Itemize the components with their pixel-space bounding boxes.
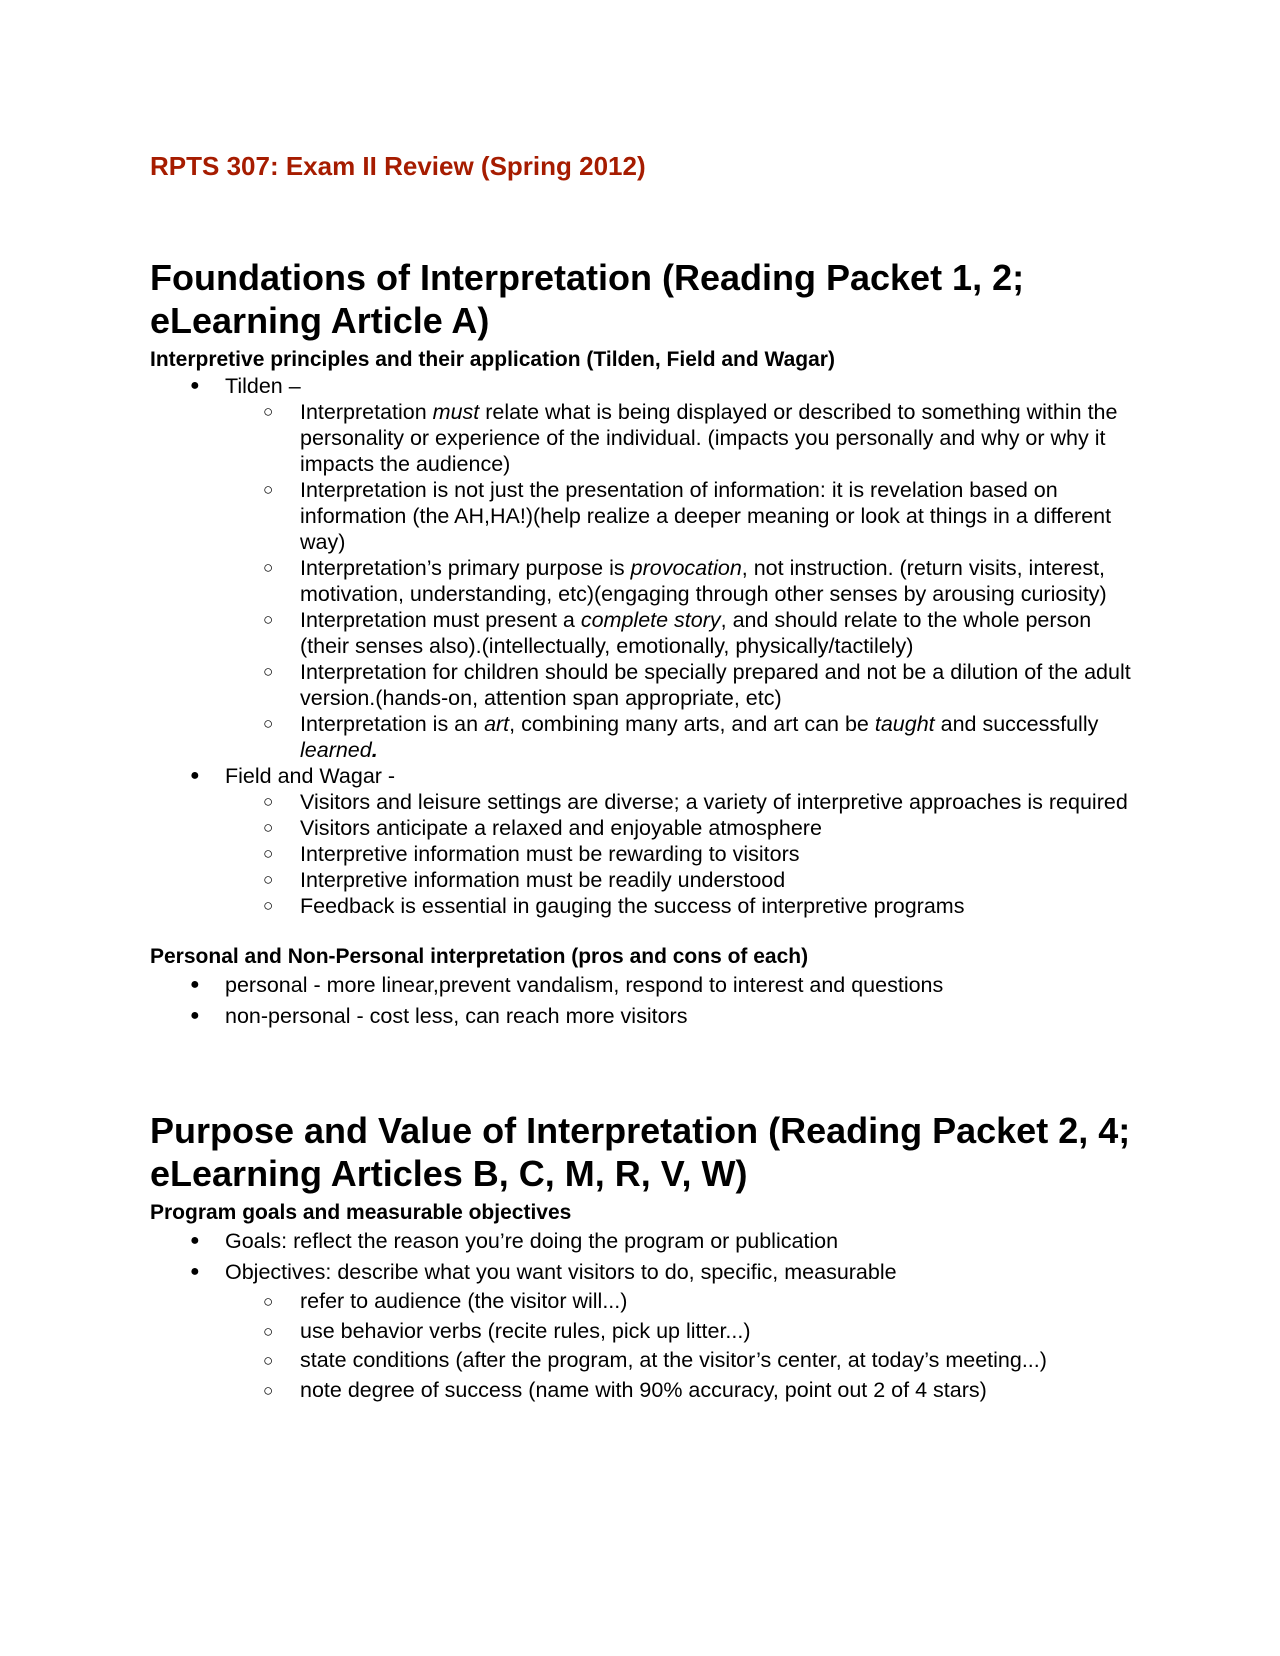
circle-bullet-icon: ○ xyxy=(263,662,274,681)
bullet-icon: ● xyxy=(190,976,200,993)
circle-bullet-icon: ○ xyxy=(263,896,274,915)
item-text: use behavior verbs (recite rules, pick up litter...) xyxy=(300,1318,751,1343)
list-item xyxy=(225,1376,1140,1406)
document-page xyxy=(150,150,1140,1405)
section-heading-foundations: Foundations of Interpretation (Reading Packet 1, 2; eLearning Article A) xyxy=(150,257,1025,341)
field-wagar-label: Field and Wagar - xyxy=(225,764,396,788)
list-item xyxy=(225,399,1140,477)
principle-text: Interpretation’s primary purpose is xyxy=(300,556,631,580)
circle-bullet-icon: ○ xyxy=(263,402,274,421)
list-item xyxy=(225,841,1140,867)
circle-bullet-icon: ○ xyxy=(263,844,274,863)
principle-text: , not instruction. (return visits, interest, motivation, understanding, etc)(engaging through other senses by arousing curiosity) xyxy=(300,556,1107,606)
principle-text: Visitors anticipate a relaxed and enjoyable atmosphere xyxy=(300,816,822,840)
item-text: refer to audience (the visitor will...) xyxy=(300,1289,628,1313)
principle-text: , combining many arts, and art can be xyxy=(509,712,875,736)
list-item xyxy=(225,1287,1140,1317)
circle-bullet-icon: ○ xyxy=(263,1380,274,1400)
principle-text: , and should relate to the whole person (their senses also).(intellectually, emotionally, physically/tactilely) xyxy=(300,608,1092,658)
tilden-label: Tilden – xyxy=(225,374,301,398)
principle-text: Visitors and leisure settings are diverse; a variety of interpretive approaches is required xyxy=(300,790,1128,814)
principle-text: Feedback is essential in gauging the success of interpretive programs xyxy=(300,894,965,918)
tilden-principles xyxy=(225,399,1140,763)
list-item xyxy=(225,1346,1140,1376)
bullet-icon: ● xyxy=(190,767,200,784)
document-title: RPTS 307: Exam II Review (Spring 2012) xyxy=(150,151,646,181)
item-text: personal - more linear,prevent vandalism, respond to interest and questions xyxy=(225,973,944,997)
principle-emphasis: learned xyxy=(300,738,372,762)
list-item xyxy=(150,970,1140,1001)
bullet-icon: ● xyxy=(190,1006,200,1024)
circle-bullet-icon: ○ xyxy=(263,870,274,889)
list-item xyxy=(225,1317,1140,1347)
list-item xyxy=(225,711,1140,763)
item-text: Goals: reflect the reason you’re doing the program or publication xyxy=(225,1229,839,1253)
item-text: Objectives: describe what you want visitors to do, specific, measurable xyxy=(225,1259,897,1284)
circle-bullet-icon: ○ xyxy=(263,610,274,629)
bullet-icon: ● xyxy=(190,377,200,394)
principle-text: Interpretive information must be rewarding to visitors xyxy=(300,842,800,866)
circle-bullet-icon: ○ xyxy=(263,818,274,837)
list-item xyxy=(225,789,1140,815)
subheading-personal-nonpersonal: Personal and Non-Personal interpretation (pros and cons of each) xyxy=(150,945,809,968)
list-item xyxy=(225,815,1140,841)
principle-text: Interpretation for children should be specially prepared and not be a dilution of the adult version.(hands-on, attention span appropriate, etc) xyxy=(300,660,1131,710)
list-item xyxy=(225,607,1140,659)
principle-emphasis: taught xyxy=(874,712,935,736)
circle-bullet-icon: ○ xyxy=(263,558,274,577)
principles-list xyxy=(150,373,1140,919)
list-item-field-wagar xyxy=(150,763,1140,919)
field-wagar-principles xyxy=(225,789,1140,919)
principle-emphasis: complete story xyxy=(580,608,721,632)
circle-bullet-icon: ○ xyxy=(263,480,274,499)
principle-text: and successfully xyxy=(934,712,1099,736)
list-item-objectives xyxy=(150,1257,1140,1406)
list-item xyxy=(225,659,1140,711)
list-item-tilden xyxy=(150,373,1140,763)
principle-text: Interpretation is not just the presentation of information: it is revelation based on information (the AH,HA!)(help realize a deeper meaning or look at things in a different way) xyxy=(300,478,1112,554)
principle-text: Interpretation xyxy=(300,400,433,424)
item-text: state conditions (after the program, at the visitor’s center, at today’s meeting...) xyxy=(300,1348,1047,1372)
circle-bullet-icon: ○ xyxy=(263,714,274,733)
personal-nonpersonal-list xyxy=(150,970,1140,1031)
bullet-icon: ● xyxy=(190,1232,200,1249)
circle-bullet-icon: ○ xyxy=(263,1321,274,1341)
objectives-sublist xyxy=(225,1287,1140,1405)
section-heading-purpose-value: Purpose and Value of Interpretation (Reading Packet 2, 4; eLearning Articles B, C, M, R, V, W) xyxy=(150,1110,1131,1194)
bullet-icon: ● xyxy=(190,1262,200,1280)
principle-text: Interpretive information must be readily understood xyxy=(300,868,786,892)
principle-text: relate what is being displayed or described to something within the personality or experience of the individual. (impacts you personally and why or why it impacts the audience) xyxy=(300,400,1118,476)
list-item xyxy=(225,555,1140,607)
list-item xyxy=(225,893,1140,919)
item-text: non-personal - cost less, can reach more visitors xyxy=(225,1003,688,1028)
item-text: note degree of success (name with 90% accuracy, point out 2 of 4 stars) xyxy=(300,1377,987,1402)
principle-emphasis: must xyxy=(432,400,480,424)
principle-text: Interpretation is an xyxy=(300,712,485,736)
principle-emphasis: provocation xyxy=(630,556,742,580)
circle-bullet-icon: ○ xyxy=(263,1351,274,1370)
subheading-program-goals: Program goals and measurable objectives xyxy=(150,1201,572,1224)
list-item-goals xyxy=(150,1226,1140,1257)
subheading-interpretive-principles: Interpretive principles and their application (Tilden, Field and Wagar) xyxy=(150,348,835,371)
list-item xyxy=(225,867,1140,893)
goals-objectives-list xyxy=(150,1226,1140,1405)
circle-bullet-icon: ○ xyxy=(263,792,274,811)
principle-emphasis: art xyxy=(484,712,510,736)
circle-bullet-icon: ○ xyxy=(263,1292,274,1311)
principle-text: . xyxy=(371,738,378,762)
list-item xyxy=(150,1001,1140,1032)
list-item xyxy=(225,477,1140,555)
principle-text: Interpretation must present a xyxy=(300,608,581,632)
